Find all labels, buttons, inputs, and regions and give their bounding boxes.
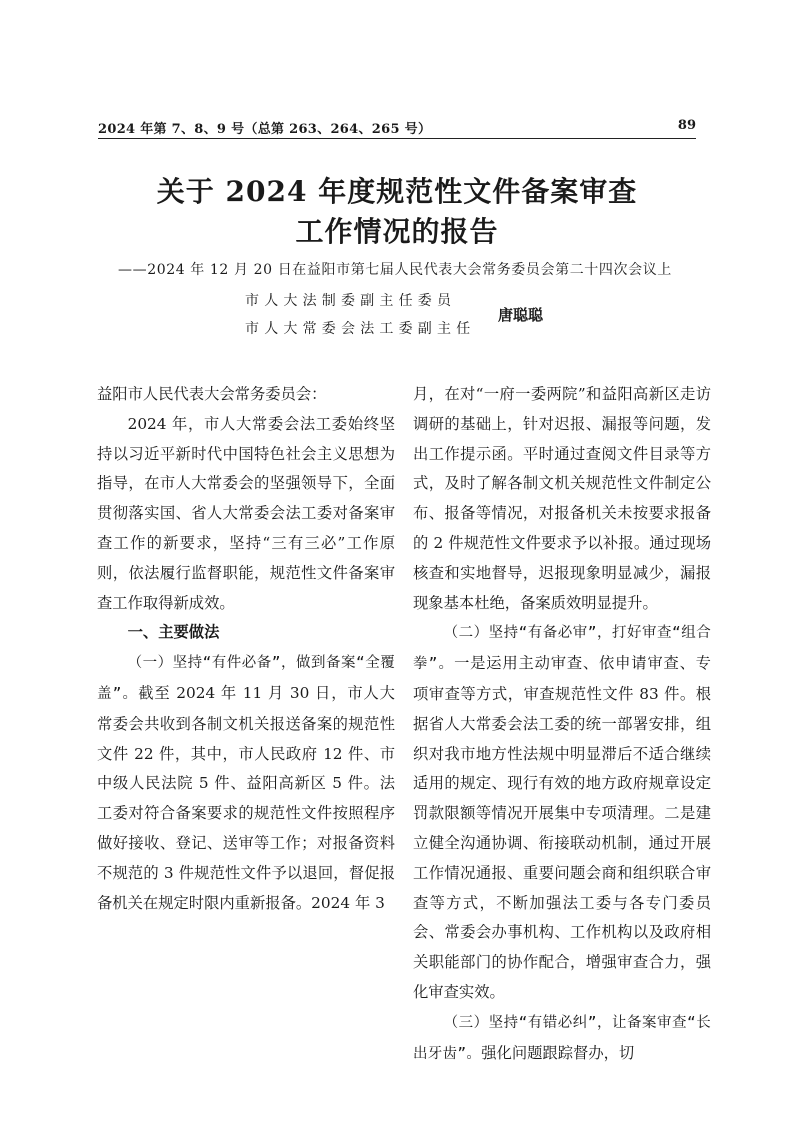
- reporter-position-2: 市人大常委会法工委副主任: [245, 321, 476, 337]
- body-column-right: [413, 380, 711, 1069]
- paragraph-subsection-1: [97, 648, 395, 918]
- subsection-text-1: 截至 2024 年 11 月 30 日，市人大常委会共收到各制文机关报送备案的规范性文件 22 件，其中，市人民政府 12 件、市中级人民法院 5 件、益阳高新区 5 件。法工委对符合备案要求的规范性文件按照程序做好接收、登记、送审等工作；对报备资料不规范的 3 件规范性文件予以退回，督促报备机关在规定时限内重新报备。2024 年 3: [97, 683, 395, 912]
- reporter-position-1: 市人大法制委副主任委员: [245, 293, 457, 309]
- reporter-name: 唐聪聪: [498, 306, 544, 324]
- intro-paragraph: 2024 年，市人大常委会法工委始终坚持以习近平新时代中国特色社会主义思想为指导，在市人大常委会的坚强领导下，全面贯彻落实国、省人大常委会法工委对备案审查工作的新要求，坚持“三有三必”工作原则，依法履行监督职能，规范性文件备案审查工作取得新成效。: [97, 414, 395, 612]
- report-title-line1: 关于 2024 年度规范性文件备案审查: [156, 175, 638, 208]
- subsection-heading-3: （三）坚持“有错必纠”，让备案审查“长出牙齿”。: [413, 1014, 711, 1062]
- paragraph-subsection-3: [413, 1008, 711, 1070]
- issue-info: 2024 年第 7、8、9 号（总第 263、264、265 号）: [98, 122, 432, 137]
- body-column-left: [97, 380, 395, 918]
- section-heading-main-practices: 一、主要做法: [127, 623, 220, 642]
- subsection-heading-2: （二）坚持“有备必审”，打好审查“组合拳”。: [413, 625, 711, 673]
- salutation: 益阳市人民代表大会常务委员会：: [97, 385, 327, 403]
- paragraph-subsection-1-continued: 月，在对“一府一委两院”和益阳高新区走访调研的基础上，针对迟报、漏报等问题，发出工作提示函。平时通过查阅文件目录等方式，及时了解各制文机关规范性文件制定公布、报备等情况，对报备机关未按要求报备的 2 件规范性文件要求予以补报。通过现场核查和实地督导，迟报现象明显减少，漏报现象基本杜绝，备案质效明显提升。: [413, 385, 711, 612]
- running-header: [98, 118, 696, 140]
- header-divider: [98, 138, 696, 139]
- report-title-line2: 工作情况的报告: [295, 215, 499, 248]
- page-number: 89: [677, 118, 696, 133]
- paragraph-subsection-2: [413, 618, 711, 1007]
- subsection-heading-1: （一）坚持“有件必备”，做到备案“全覆盖”。: [97, 655, 395, 702]
- subsection-text-2: 一是运用主动审查、依申请审查、专项审查等方式，审查规范性文件 83 件。根据省人大常委会法工委的统一部署安排，组织对我市地方性法规中明显滞后不适合继续适用的规定、现行有效的地方政府规章设定罚款限额等情况开展集中专项清理。二是建立健全沟通协调、衔接联动机制，通过开展工作情况通报、重要问题会商和组织联合审查等方式，不断加强法工委与各专门委员会、常委会办事机构、工作机构以及政府相关职能部门的协作配合，增强审查合力，强化审查实效。: [413, 654, 711, 1001]
- report-subtitle: ——2024 年 12 月 20 日在益阳市第七届人民代表大会常务委员会第二十四次会议上: [118, 262, 672, 278]
- subsection-text-3: 强化问题跟踪督办，切: [481, 1043, 635, 1062]
